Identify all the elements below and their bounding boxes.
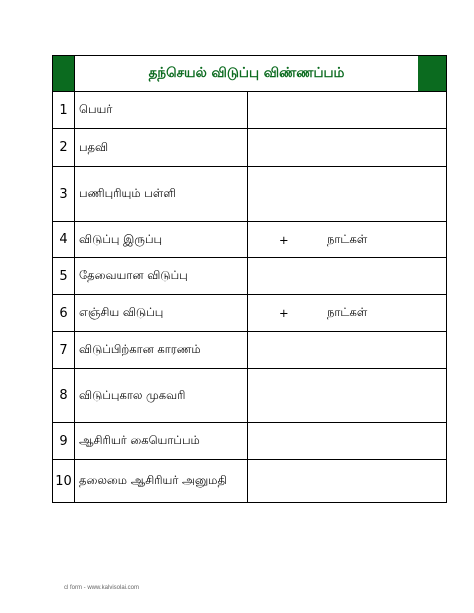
table-row <box>53 167 447 222</box>
leave-balance-field[interactable] <box>248 222 447 258</box>
row-number: 4 <box>53 222 75 258</box>
table-row <box>53 258 447 295</box>
table-row <box>53 423 447 460</box>
row-number: 7 <box>53 332 75 369</box>
row-number: 6 <box>53 295 75 332</box>
row-number: 5 <box>53 258 75 295</box>
row-number: 2 <box>53 129 75 167</box>
row-label: பதவி <box>75 129 248 167</box>
row-number: 10 <box>53 460 75 503</box>
required-leave-field[interactable] <box>248 258 447 295</box>
row-label: விடுப்பு இருப்பு <box>75 222 248 258</box>
row-number: 3 <box>53 167 75 222</box>
form-title: தந்செயல் விடுப்பு விண்ணப்பம் <box>148 64 345 81</box>
row-number: 8 <box>53 369 75 423</box>
leave-address-field[interactable] <box>248 369 447 423</box>
table-row <box>53 332 447 369</box>
table-row <box>53 92 447 129</box>
table-row <box>53 460 447 503</box>
leave-reason-field[interactable] <box>248 332 447 369</box>
remaining-leave-field[interactable] <box>248 295 447 332</box>
form-header-row <box>53 56 447 92</box>
table-row <box>53 295 447 332</box>
row-label: ஆசிரியர் கையொப்பம் <box>75 423 248 460</box>
days-label: நாட்கள் <box>327 305 368 319</box>
designation-field[interactable] <box>248 129 447 167</box>
name-field[interactable] <box>248 92 447 129</box>
headmaster-approval-field[interactable] <box>248 460 447 503</box>
row-label: எஞ்சிய விடுப்பு <box>75 295 248 332</box>
row-label: தேவையான விடுப்பு <box>75 258 248 295</box>
footer-text: cl form - www.kalvisolai.com <box>64 585 140 591</box>
leave-form-table <box>52 55 447 503</box>
row-number: 1 <box>53 92 75 129</box>
days-label: நாட்கள் <box>327 231 368 246</box>
table-row <box>53 129 447 167</box>
table-row <box>53 369 447 423</box>
header-green-right <box>418 56 446 91</box>
row-label: விடுப்பிற்கான காரணம் <box>75 332 248 369</box>
row-label: பெயர் <box>75 92 248 129</box>
plus-sign: + <box>279 306 289 320</box>
table-row <box>53 222 447 258</box>
row-label: தலைமை ஆசிரியர் அனுமதி <box>75 460 248 503</box>
plus-sign: + <box>279 232 289 247</box>
row-label: விடுப்புகால முகவரி <box>75 369 248 423</box>
teacher-signature-field[interactable] <box>248 423 447 460</box>
row-label: பணிபுரியும் பள்ளி <box>75 167 248 222</box>
row-number: 9 <box>53 423 75 460</box>
header-title-cell <box>75 56 447 92</box>
header-green-left <box>53 56 75 92</box>
school-field[interactable] <box>248 167 447 222</box>
